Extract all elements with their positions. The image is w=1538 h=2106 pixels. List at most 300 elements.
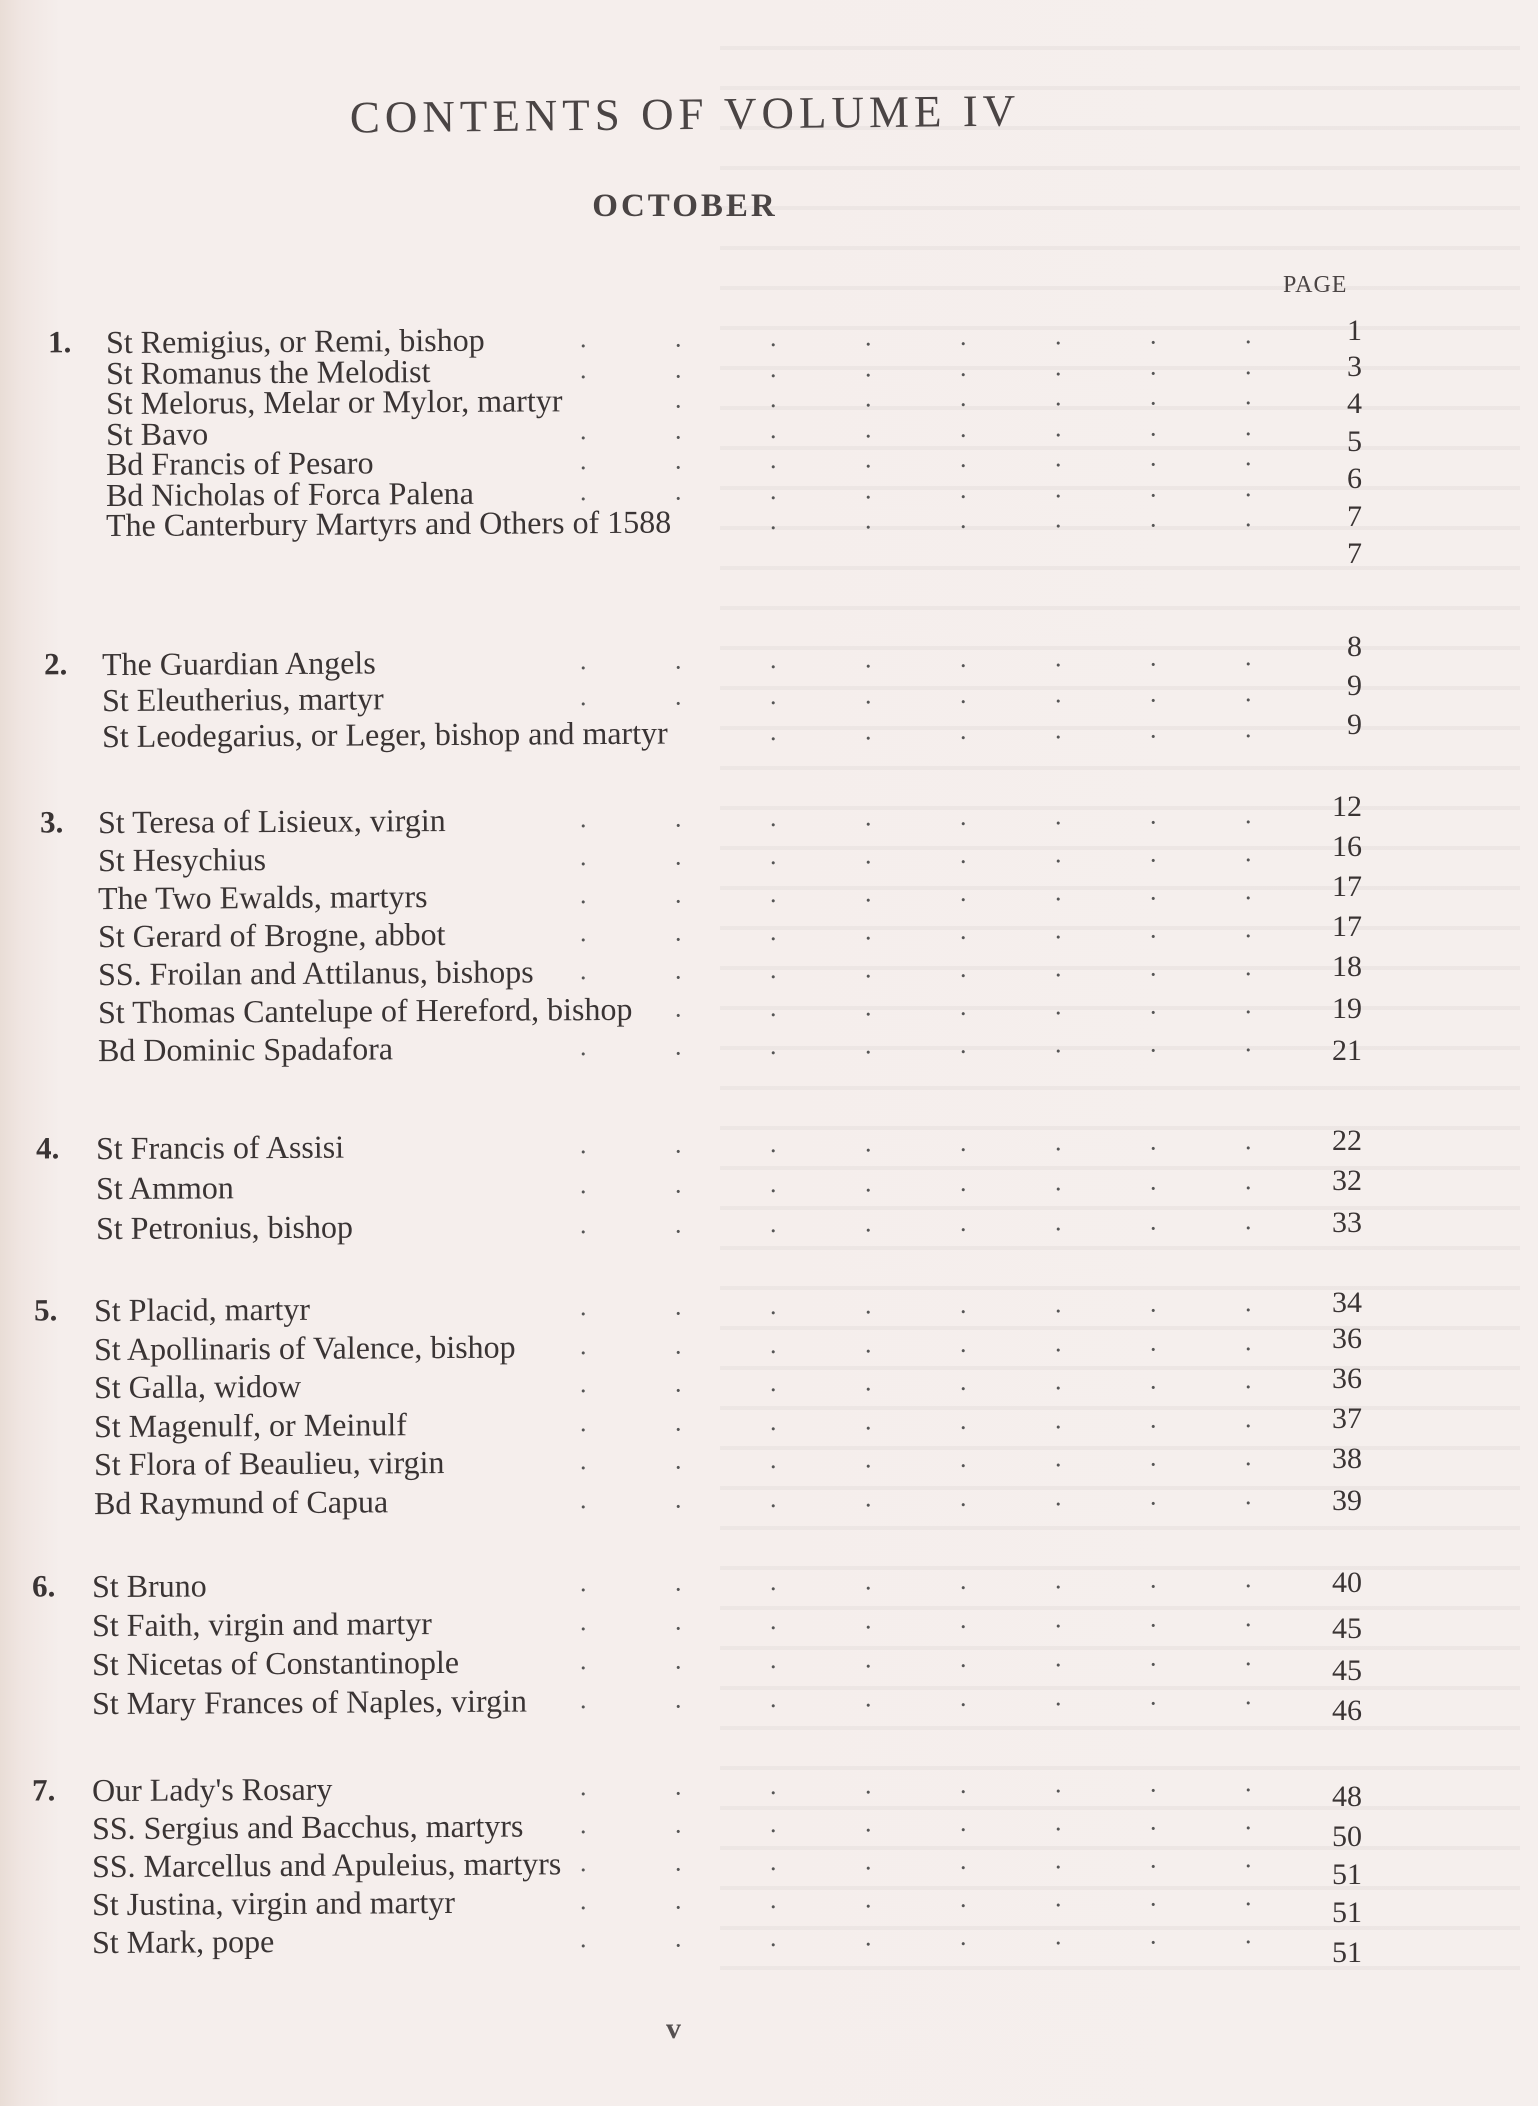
- leader-dot: .: [1054, 1289, 1062, 1319]
- leader-dot: .: [959, 1405, 967, 1435]
- day-number: 1.: [47, 324, 72, 360]
- entry-title: St Placid, martyr: [93, 1290, 311, 1329]
- entry-title: St Thomas Cantelupe of Hereford, bishop: [97, 990, 633, 1031]
- leader-dot: .: [579, 682, 587, 712]
- leader-dot: .: [959, 1565, 967, 1595]
- leader-dot: .: [959, 1482, 967, 1512]
- leader-dot: .: [1244, 876, 1252, 906]
- leader-dot: .: [1054, 991, 1062, 1021]
- page-number: 36: [1332, 1362, 1362, 1395]
- entry-title: St Gerard of Brogne, abbot: [97, 915, 446, 955]
- entry-title: The Canterbury Martyrs and Others of 1588: [105, 503, 672, 544]
- entry-title: Bd Nicholas of Forca Palena: [105, 474, 475, 513]
- leader-dot: .: [1244, 1480, 1252, 1510]
- leader-dot: .: [769, 444, 777, 474]
- leader-dot: .: [959, 1167, 967, 1197]
- leader-dot: .: [1149, 381, 1157, 411]
- leader-dot: .: [1244, 952, 1252, 982]
- leader-dot: .: [674, 1847, 682, 1877]
- leader-dot: .: [959, 1769, 967, 1799]
- leader-dot: .: [1149, 1564, 1157, 1594]
- leader-dot: .: [579, 1292, 587, 1322]
- leader-dot: .: [1054, 1327, 1062, 1357]
- leader-dot: .: [674, 1684, 682, 1714]
- leader-dot: .: [1244, 1768, 1252, 1798]
- leader-dot: .: [1244, 800, 1252, 830]
- leader-dot: .: [1054, 1167, 1062, 1197]
- page-number: 19: [1332, 992, 1362, 1025]
- entry-title: St Nicetas of Constantinople: [91, 1643, 460, 1683]
- leader-dot: .: [769, 414, 777, 444]
- leader-dot: .: [1244, 1442, 1252, 1472]
- leader-dot: .: [1149, 714, 1157, 744]
- leader-dot: .: [674, 1567, 682, 1597]
- leader-dot: .: [1054, 679, 1062, 709]
- leader-dot: .: [959, 1029, 967, 1059]
- leader-dot: .: [1149, 1028, 1157, 1058]
- entry-title: Bd Raymund of Capua: [93, 1482, 389, 1521]
- leader-dot: .: [769, 954, 777, 984]
- leader-dot: .: [579, 324, 587, 354]
- leader-dot: .: [769, 353, 777, 383]
- leader-dot: .: [1149, 1642, 1157, 1672]
- leader-dot: .: [579, 646, 587, 676]
- leader-dot: .: [1244, 1365, 1252, 1395]
- page-number: 45: [1332, 1612, 1362, 1645]
- leader-dot: .: [674, 1209, 682, 1239]
- leader-dot: .: [1149, 351, 1157, 381]
- page-number: 4: [1347, 387, 1362, 420]
- entry-title: SS. Sergius and Bacchus, martyrs: [91, 1807, 524, 1847]
- leader-dot: .: [1149, 678, 1157, 708]
- leader-dot: .: [959, 1289, 967, 1319]
- leader-dot: .: [1149, 1920, 1157, 1950]
- leader-dot: .: [769, 475, 777, 505]
- page-number: 38: [1332, 1442, 1362, 1475]
- leader-dot: .: [1244, 1844, 1252, 1874]
- leader-dot: .: [769, 916, 777, 946]
- leader-dot: .: [1054, 473, 1062, 503]
- leader-dot: .: [1244, 1603, 1252, 1633]
- leader-dot: .: [769, 992, 777, 1022]
- leader-dot: .: [1054, 443, 1062, 473]
- entry-title: St Francis of Assisi: [95, 1128, 345, 1167]
- leader-dot: .: [579, 1446, 587, 1476]
- leader-dot: .: [1149, 1126, 1157, 1156]
- leader-dot: .: [1149, 503, 1157, 533]
- leader-dot: .: [1149, 473, 1157, 503]
- leader-dot: .: [674, 415, 682, 445]
- page-number: 36: [1332, 1322, 1362, 1355]
- page-number: 16: [1332, 830, 1362, 863]
- leader-dot: .: [769, 505, 777, 535]
- leader-dot: .: [1054, 715, 1062, 745]
- leader-dot: .: [674, 955, 682, 985]
- page-folio: v: [666, 2012, 681, 2045]
- leader-dot: .: [579, 354, 587, 384]
- leader-dot: .: [1244, 990, 1252, 1020]
- leader-dot: .: [674, 1606, 682, 1636]
- leader-dot: .: [864, 802, 872, 832]
- leader-dot: .: [769, 1846, 777, 1876]
- leader-dot: .: [864, 1566, 872, 1596]
- leader-dot: .: [1244, 1806, 1252, 1836]
- leader-dot: .: [769, 1922, 777, 1952]
- leader-dot: .: [769, 1444, 777, 1474]
- page-number: 7: [1347, 537, 1362, 570]
- leader-dot: .: [1244, 1681, 1252, 1711]
- leader-dot: .: [769, 1770, 777, 1800]
- leader-dot: .: [674, 1129, 682, 1159]
- leader-dot: .: [1244, 1326, 1252, 1356]
- leader-dot: .: [579, 1568, 587, 1598]
- leader-dot: .: [769, 1128, 777, 1158]
- leader-dot: .: [864, 444, 872, 474]
- leader-dot: .: [1054, 953, 1062, 983]
- page-number: 37: [1332, 1402, 1362, 1435]
- leader-dot: .: [959, 1643, 967, 1673]
- leader-dot: .: [1054, 1404, 1062, 1434]
- leader-dot: .: [769, 322, 777, 352]
- leader-dot: .: [674, 645, 682, 675]
- leader-dot: .: [1054, 504, 1062, 534]
- leader-dot: .: [1054, 1604, 1062, 1634]
- day-number: 7.: [31, 1772, 56, 1808]
- leader-dot: .: [1054, 1443, 1062, 1473]
- leader-dot: .: [769, 1208, 777, 1238]
- leader-dot: .: [1244, 678, 1252, 708]
- leader-dot: .: [1054, 915, 1062, 945]
- entry-title: St Galla, widow: [93, 1367, 302, 1406]
- leader-dot: .: [579, 1369, 587, 1399]
- leader-dot: .: [579, 1810, 587, 1840]
- leader-dot: .: [769, 1808, 777, 1838]
- leader-dot: .: [864, 413, 872, 443]
- leader-dot: .: [769, 840, 777, 870]
- leader-dot: .: [1149, 1166, 1157, 1196]
- leader-dot: .: [1054, 1127, 1062, 1157]
- leader-dot: .: [1054, 1366, 1062, 1396]
- leader-dot: .: [769, 1644, 777, 1674]
- leader-dot: .: [769, 1566, 777, 1596]
- leader-dot: .: [864, 1030, 872, 1060]
- leader-dot: .: [579, 918, 587, 948]
- leader-dot: .: [674, 1368, 682, 1398]
- leader-dot: .: [579, 1848, 587, 1878]
- leader-dot: .: [579, 1170, 587, 1200]
- leader-dot: .: [959, 474, 967, 504]
- page-number: 9: [1347, 669, 1362, 702]
- leader-dot: .: [579, 1646, 587, 1676]
- entry-title: St Ammon: [95, 1169, 234, 1207]
- page-number: 17: [1332, 870, 1362, 903]
- leader-dot: .: [864, 1405, 872, 1435]
- leader-dot: .: [864, 954, 872, 984]
- leader-dot: .: [1149, 1806, 1157, 1836]
- leader-dot: .: [959, 1366, 967, 1396]
- leader-dot: .: [579, 1210, 587, 1240]
- leader-dot: .: [959, 1328, 967, 1358]
- page-number: 46: [1332, 1694, 1362, 1727]
- leader-dot: .: [959, 352, 967, 382]
- day-number: 6.: [31, 1568, 56, 1604]
- leader-dot: .: [1054, 1769, 1062, 1799]
- leader-dot: .: [864, 644, 872, 674]
- leader-dot: .: [959, 1845, 967, 1875]
- entry-title: Bd Francis of Pesaro: [105, 444, 374, 483]
- leader-dot: .: [674, 354, 682, 384]
- leader-dot: .: [579, 1130, 587, 1160]
- leader-dot: .: [864, 1846, 872, 1876]
- page-number: 9: [1347, 708, 1362, 741]
- leader-dot: .: [864, 840, 872, 870]
- entry-title: Our Lady's Rosary: [91, 1770, 333, 1809]
- leader-dot: .: [1244, 1564, 1252, 1594]
- leader-dot: .: [959, 679, 967, 709]
- leader-dot: .: [1149, 1206, 1157, 1236]
- leader-dot: .: [864, 716, 872, 746]
- leader-dot: .: [1149, 1481, 1157, 1511]
- entry-title: Bd Dominic Spadafora: [97, 1030, 394, 1069]
- leader-dot: .: [1244, 1126, 1252, 1156]
- entry-title: St Bruno: [91, 1567, 207, 1605]
- leader-dot: .: [1054, 1682, 1062, 1712]
- leader-dot: .: [864, 352, 872, 382]
- leader-dot: .: [674, 1809, 682, 1839]
- leader-dot: .: [1149, 442, 1157, 472]
- leader-dot: .: [1244, 1403, 1252, 1433]
- page-number: 6: [1347, 462, 1362, 495]
- leader-dot: .: [1149, 1882, 1157, 1912]
- leader-dot: .: [1054, 1481, 1062, 1511]
- leader-dot: .: [864, 505, 872, 535]
- leader-dot: .: [769, 1168, 777, 1198]
- day-number: 5.: [33, 1292, 58, 1328]
- entry-title: SS. Froilan and Attilanus, bishops: [97, 953, 534, 993]
- leader-dot: .: [1054, 1883, 1062, 1913]
- entry-title: St Teresa of Lisieux, virgin: [97, 801, 446, 841]
- leader-dot: .: [579, 1484, 587, 1514]
- leader-dot: .: [864, 1644, 872, 1674]
- leader-dot: .: [1244, 642, 1252, 672]
- leader-dot: .: [1149, 1844, 1157, 1874]
- leader-dot: .: [864, 383, 872, 413]
- leader-dot: .: [864, 1328, 872, 1358]
- leader-dot: .: [864, 680, 872, 710]
- leader-dot: .: [579, 1607, 587, 1637]
- leader-dot: .: [1054, 321, 1062, 351]
- leader-dot: .: [674, 1484, 682, 1514]
- leader-dot: .: [959, 915, 967, 945]
- leader-dot: .: [1149, 1404, 1157, 1434]
- leader-dot: .: [864, 1808, 872, 1838]
- leader-dot: .: [864, 916, 872, 946]
- leader-dot: .: [864, 474, 872, 504]
- leader-dot: .: [1149, 1681, 1157, 1711]
- entry-title: St Romanus the Melodist: [105, 352, 431, 391]
- entry-title: St Remigius, or Remi, bishop: [105, 321, 485, 361]
- entry-title: SS. Marcellus and Apuleius, martyrs: [91, 1845, 562, 1885]
- entry-title: St Faith, virgin and martyr: [91, 1605, 432, 1644]
- leader-dot: .: [674, 1169, 682, 1199]
- leader-dot: .: [579, 1407, 587, 1437]
- leader-dot: .: [769, 1483, 777, 1513]
- leader-dot: .: [674, 681, 682, 711]
- leader-dot: .: [959, 382, 967, 412]
- leader-dot: .: [864, 1208, 872, 1238]
- leader-dot: .: [769, 716, 777, 746]
- leader-dot: .: [959, 443, 967, 473]
- entry-title: St Flora of Beaulieu, virgin: [93, 1443, 445, 1483]
- leader-dot: .: [674, 1407, 682, 1437]
- leader-dot: .: [769, 802, 777, 832]
- leader-dot: .: [864, 1884, 872, 1914]
- leader-dot: .: [1054, 1207, 1062, 1237]
- leader-dot: .: [1054, 877, 1062, 907]
- page-number: 45: [1332, 1654, 1362, 1687]
- day-number: 3.: [39, 804, 64, 840]
- entry-title: St Mary Frances of Naples, virgin: [91, 1682, 528, 1722]
- leader-dot: .: [579, 1886, 587, 1916]
- leader-dot: .: [959, 321, 967, 351]
- leader-dot: .: [1244, 1166, 1252, 1196]
- leader-dot: .: [579, 804, 587, 834]
- leader-dot: .: [1244, 1206, 1252, 1236]
- page-number: 12: [1332, 790, 1362, 823]
- page-number: 22: [1332, 1124, 1362, 1157]
- leader-dot: .: [579, 842, 587, 872]
- day-number: 4.: [35, 1130, 60, 1166]
- leader-dot: .: [674, 476, 682, 506]
- leader-dot: .: [959, 413, 967, 443]
- leader-dot: .: [674, 993, 682, 1023]
- leader-dot: .: [1054, 1845, 1062, 1875]
- page-number: 51: [1332, 1858, 1362, 1891]
- page-number: 39: [1332, 1484, 1362, 1517]
- entry-title: St Mark, pope: [91, 1923, 275, 1961]
- leader-dot: .: [1054, 1029, 1062, 1059]
- leader-dot: .: [1054, 1643, 1062, 1673]
- page-number: 51: [1332, 1936, 1362, 1969]
- leader-dot: .: [1244, 914, 1252, 944]
- leader-dot: .: [1244, 1028, 1252, 1058]
- entry-title: The Guardian Angels: [101, 644, 376, 683]
- leader-dot: .: [674, 445, 682, 475]
- leader-dot: .: [1244, 503, 1252, 533]
- leader-dot: .: [1054, 839, 1062, 869]
- leader-dot: .: [579, 1772, 587, 1802]
- day-number: 2.: [43, 646, 68, 682]
- leader-dot: .: [1149, 1603, 1157, 1633]
- leader-dot: .: [1149, 838, 1157, 868]
- leader-dot: .: [1054, 1807, 1062, 1837]
- leader-dot: .: [1244, 381, 1252, 411]
- leader-dot: .: [769, 1683, 777, 1713]
- leader-dot: .: [579, 1685, 587, 1715]
- leader-dot: .: [674, 879, 682, 909]
- leader-dot: .: [1149, 642, 1157, 672]
- leader-dot: .: [959, 1127, 967, 1157]
- leader-dot: .: [674, 384, 682, 414]
- leader-dot: .: [1244, 1642, 1252, 1672]
- leader-dot: .: [769, 644, 777, 674]
- page-number: 3: [1347, 350, 1362, 383]
- page-number: 1: [1347, 314, 1362, 347]
- leader-dot: .: [579, 1330, 587, 1360]
- entry-title: St Eleutherius, martyr: [101, 680, 384, 719]
- leader-dot: .: [1149, 800, 1157, 830]
- leader-dot: .: [1244, 1288, 1252, 1318]
- leader-dot: .: [769, 1367, 777, 1397]
- leader-dot: .: [674, 1031, 682, 1061]
- leader-dot: .: [579, 1924, 587, 1954]
- leader-dot: .: [769, 1605, 777, 1635]
- leader-dot: .: [1244, 838, 1252, 868]
- leader-dot: .: [1149, 1327, 1157, 1357]
- leader-dot: .: [864, 1683, 872, 1713]
- leader-dot: .: [1244, 350, 1252, 380]
- page-number: 18: [1332, 950, 1362, 983]
- leader-dot: .: [579, 956, 587, 986]
- leader-dot: .: [959, 801, 967, 831]
- leader-dot: .: [1244, 472, 1252, 502]
- leader-dot: .: [674, 1645, 682, 1675]
- leader-dot: .: [1149, 320, 1157, 350]
- leader-dot: .: [959, 953, 967, 983]
- page-number: 33: [1332, 1206, 1362, 1239]
- entry-title: St Apollinaris of Valence, bishop: [93, 1328, 516, 1367]
- leader-dot: .: [1149, 952, 1157, 982]
- page-number: 51: [1332, 1896, 1362, 1929]
- leader-dot: .: [959, 1443, 967, 1473]
- leader-dot: .: [1149, 1365, 1157, 1395]
- leader-dot: .: [1149, 914, 1157, 944]
- page-number: 17: [1332, 910, 1362, 943]
- leader-dot: .: [674, 323, 682, 353]
- leader-dot: .: [1149, 1768, 1157, 1798]
- entry-title: The Two Ewalds, martyrs: [97, 878, 428, 917]
- leader-dot: .: [674, 841, 682, 871]
- leader-dot: .: [959, 991, 967, 1021]
- page-number: 7: [1347, 500, 1362, 533]
- page-number: 34: [1332, 1286, 1362, 1319]
- entry-title: St Melorus, Melar or Mylor, martyr: [105, 382, 563, 422]
- page-column-label: PAGE: [1283, 272, 1348, 298]
- page-number: 48: [1332, 1780, 1362, 1813]
- page-title: CONTENTS OF VOLUME IV: [349, 85, 1021, 143]
- leader-dot: .: [864, 1922, 872, 1952]
- leader-dot: .: [864, 322, 872, 352]
- leader-dot: .: [674, 1330, 682, 1360]
- leader-dot: .: [1054, 1565, 1062, 1595]
- entry-title: St Petronius, bishop: [95, 1208, 354, 1247]
- leader-dot: .: [1149, 1442, 1157, 1472]
- leader-dot: .: [864, 992, 872, 1022]
- leader-dot: .: [864, 878, 872, 908]
- leader-dot: .: [579, 1032, 587, 1062]
- entry-title: St Bavo: [105, 414, 209, 452]
- leader-dot: .: [674, 1445, 682, 1475]
- leader-dot: .: [864, 1482, 872, 1512]
- leader-dot: .: [959, 1207, 967, 1237]
- page-number: 32: [1332, 1164, 1362, 1197]
- leader-dot: .: [1054, 643, 1062, 673]
- leader-dot: .: [1244, 1920, 1252, 1950]
- leader-dot: .: [959, 839, 967, 869]
- leader-dot: .: [1244, 1882, 1252, 1912]
- leader-dot: .: [959, 1807, 967, 1837]
- leader-dot: .: [864, 1168, 872, 1198]
